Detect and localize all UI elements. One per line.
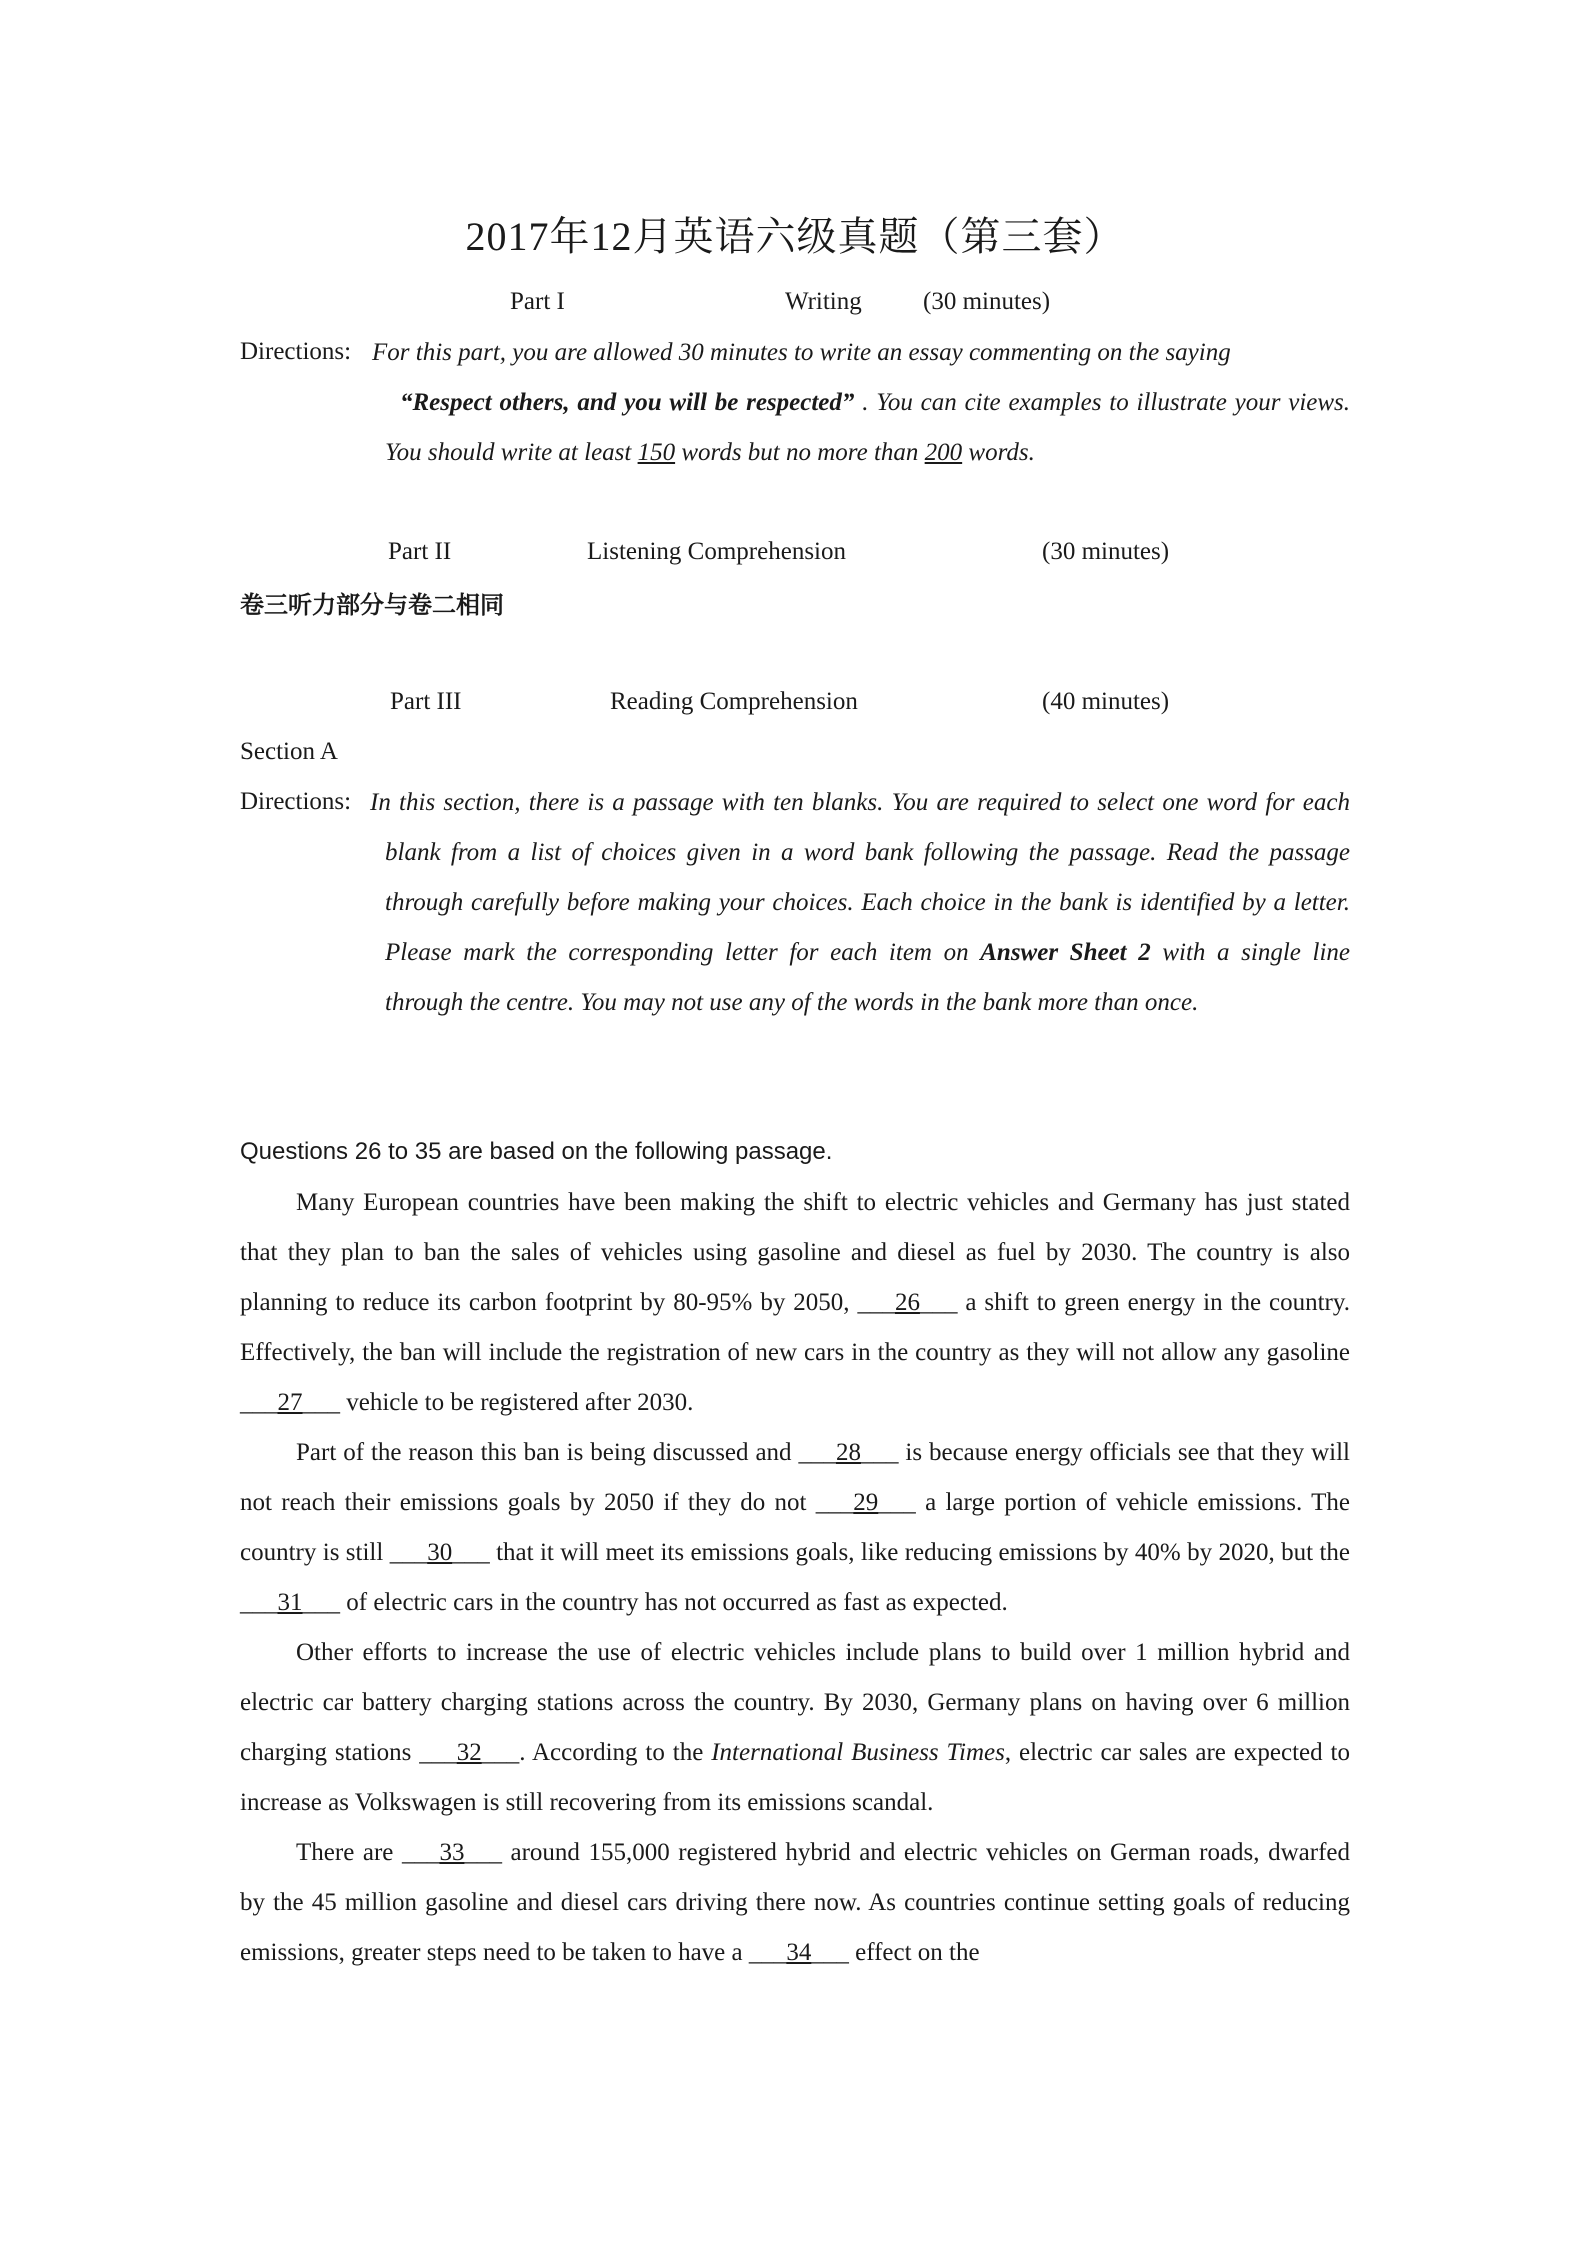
- passage-text: of electric cars in the country has not occurred as fast as expected.: [346, 1589, 1008, 1616]
- blank-27: ___27___: [240, 1389, 340, 1416]
- part1-directions: [372, 328, 1351, 478]
- part2-name: Listening Comprehension: [587, 538, 846, 565]
- passage-text: vehicle to be registered after 2030.: [346, 1389, 694, 1416]
- blank-30: ___30___: [389, 1539, 490, 1566]
- part1-name: Writing: [785, 288, 862, 315]
- part1-time: (30 minutes): [923, 288, 1051, 315]
- max-words: 200: [924, 439, 963, 466]
- source-title: International Business Times: [711, 1739, 1005, 1766]
- part3-directions-text: In this section, there is a passage with ten blanks. You are required to select one word for each blank from a list of choices given in a word bank following the passage. Read the passage through carefully before making your choices. Each choice in the bank is identified by a letter. Please mark the corresponding letter for each item on: [370, 789, 1350, 966]
- passage-text: . According to the: [519, 1739, 704, 1766]
- part1-label: Part I: [510, 288, 565, 315]
- passage-text: Many European countries have been making the shift to electric vehicles and Germany has just stated that they plan to ban the sales of vehicles using gasoline and diesel as fuel by 2030. The country is also planning to reduce its carbon footprint by 80-95% by 2050,: [240, 1189, 1350, 1316]
- part2-label: Part II: [388, 538, 452, 565]
- passage-text: a shift to green energy in the country. Effectively, the ban will include the registration of new cars in the country as they will not allow any gasoline: [240, 1289, 1350, 1366]
- part3-label: Part III: [390, 688, 462, 715]
- passage-text: effect on the: [855, 1939, 980, 1966]
- blank-29: ___29___: [815, 1489, 916, 1516]
- blank-33: ___33___: [401, 1839, 502, 1866]
- part3-directions: [370, 778, 1350, 1028]
- part3-directions-end: with a single line through the centre. You may not use any of the words in the bank more than once.: [385, 939, 1350, 1016]
- passage-text: There are: [296, 1839, 394, 1866]
- passage-heading: Questions 26 to 35 are based on the following passage.: [240, 1138, 833, 1165]
- passage-text: around 155,000 registered hybrid and electric vehicles on German roads, dwarfed by the 45 million gasoline and diesel cars driving there now. As countries continue setting goals of reducing emissions, greater steps need to be taken to have a: [240, 1839, 1350, 1966]
- blank-28: ___28___: [798, 1439, 899, 1466]
- passage-text: Part of the reason this ban is being discussed and: [296, 1439, 792, 1466]
- part2-note: 卷三听力部分与卷二相同: [240, 591, 504, 619]
- answer-sheet: Answer Sheet 2: [980, 939, 1151, 966]
- blank-32: ___32___: [419, 1739, 520, 1766]
- part1-directions-end: words.: [968, 439, 1035, 466]
- part1-directions-mid2: words but no more than: [681, 439, 919, 466]
- paragraph-3: [240, 1628, 1350, 1828]
- paragraph-1: [240, 1178, 1350, 1428]
- blank-26: ___26___: [857, 1289, 958, 1316]
- saying: “Respect others, and you will be respected”: [400, 389, 855, 416]
- part1-directions-mid: . You can cite examples to illustrate your views. You should write at least: [385, 389, 1351, 466]
- part2-time: (30 minutes): [1042, 538, 1170, 565]
- page-title: 2017年12月英语六级真题（第三套）: [465, 214, 1125, 259]
- passage-text: is because energy officials see that they will not reach their emissions goals by 2050 if they do not: [240, 1439, 1350, 1516]
- passage-text: , electric car sales are expected to increase as Volkswagen is still recovering from its emissions scandal.: [240, 1739, 1350, 1816]
- passage: [240, 1178, 1350, 1978]
- part1-directions-label: Directions:: [240, 338, 352, 365]
- paragraph-4: [240, 1828, 1350, 1978]
- part3-name: Reading Comprehension: [610, 688, 858, 715]
- blank-31: ___31___: [240, 1589, 340, 1616]
- paragraph-2: [240, 1428, 1350, 1628]
- passage-text: Other efforts to increase the use of electric vehicles include plans to build over 1 million hybrid and electric car battery charging stations across the country. By 2030, Germany plans on having over 6 million charging stations: [240, 1639, 1350, 1766]
- part1-directions-intro: For this part, you are allowed 30 minutes to write an essay commenting on the saying: [372, 339, 1231, 366]
- passage-text: that it will meet its emissions goals, like reducing emissions by 40% by 2020, but the: [496, 1539, 1351, 1566]
- min-words: 150: [637, 439, 676, 466]
- blank-34: ___34___: [748, 1939, 849, 1966]
- part3-time: (40 minutes): [1042, 688, 1170, 715]
- part3-directions-label: Directions:: [240, 788, 352, 815]
- section-a-label: Section A: [240, 738, 338, 765]
- passage-text: a large portion of vehicle emissions. The country is still: [240, 1489, 1350, 1566]
